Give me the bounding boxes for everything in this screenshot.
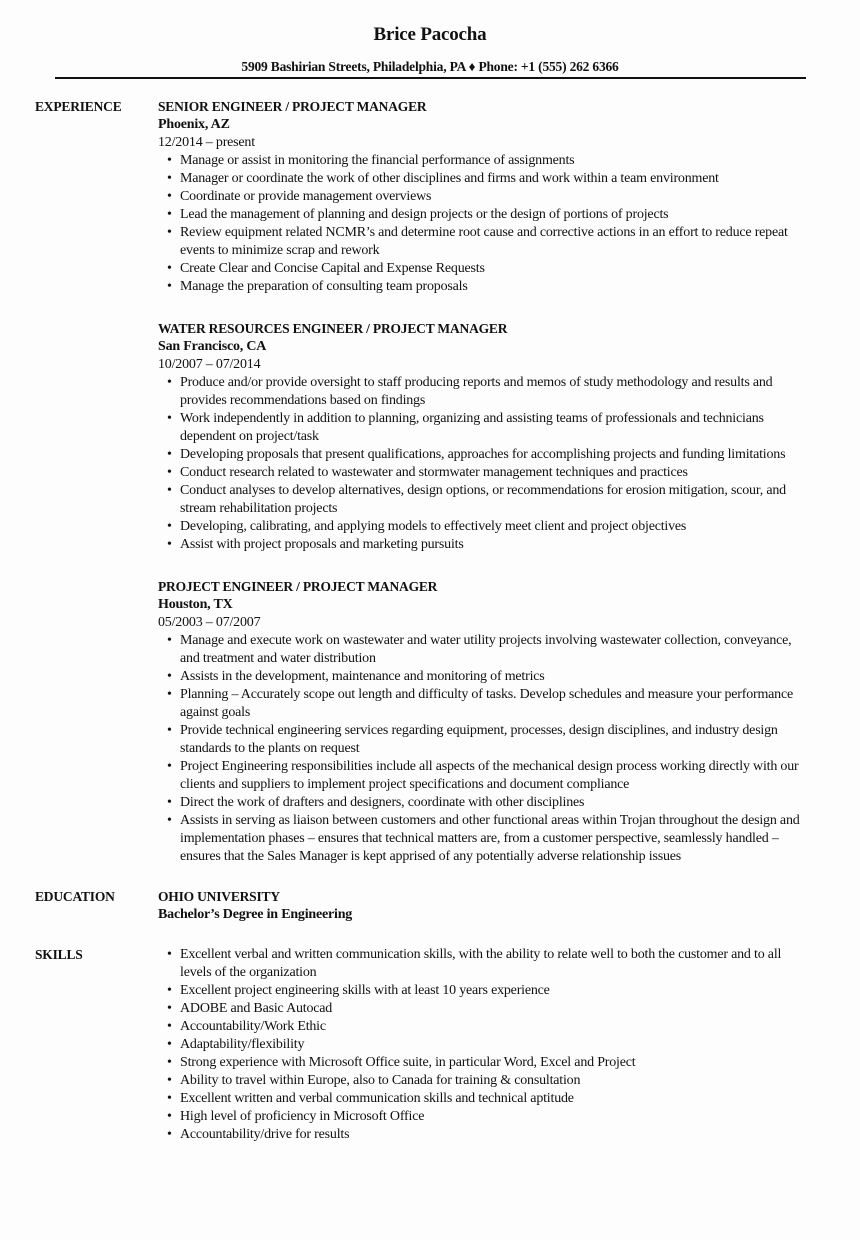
list-item: • Manage and execute work on wastewater and water utility projects involving wastewater collection, conveyance, and treatment and water distribution bbox=[180, 632, 813, 668]
job-location: Phoenix, AZ bbox=[158, 117, 230, 132]
candidate-name: Brice Pacocha bbox=[373, 24, 487, 45]
header-divider bbox=[55, 77, 806, 79]
list-item: • Project Engineering responsibilities include all aspects of the mechanical design process working directly with our clients and suppliers to implement project specifications and document compliance bbox=[180, 758, 813, 794]
list-item: • Lead the management of planning and design projects or the design of portions of projects bbox=[180, 206, 813, 224]
list-item: • ADOBE and Basic Autocad bbox=[180, 1000, 813, 1018]
list-item: • Developing proposals that present qualifications, approaches for accomplishing projects and funding limitations bbox=[180, 446, 813, 464]
list-item: • Excellent project engineering skills with at least 10 years experience bbox=[180, 982, 813, 1000]
list-item: • Manage or assist in monitoring the financial performance of assignments bbox=[180, 152, 813, 170]
skills-list bbox=[158, 946, 813, 1144]
section-label: SKILLS bbox=[35, 947, 83, 962]
job-title: SENIOR ENGINEER / PROJECT MANAGER bbox=[158, 99, 427, 114]
school-name: OHIO UNIVERSITY bbox=[158, 889, 280, 904]
skills-section bbox=[35, 946, 825, 1144]
job-dates: 10/2007 – 07/2014 bbox=[158, 357, 261, 372]
list-item: • Excellent written and verbal communication skills and technical aptitude bbox=[180, 1090, 813, 1108]
job-bullets bbox=[158, 374, 813, 554]
job-entry bbox=[158, 98, 813, 296]
job-dates: 05/2003 – 07/2007 bbox=[158, 615, 261, 630]
list-item: • Excellent verbal and written communication skills, with the ability to relate well to both the customer and to all levels of the organization bbox=[180, 946, 813, 982]
list-item: • Adaptability/flexibility bbox=[180, 1036, 813, 1054]
list-item: • Assists in the development, maintenance and monitoring of metrics bbox=[180, 668, 813, 686]
list-item: • Manager or coordinate the work of other disciplines and firms and work within a team environment bbox=[180, 170, 813, 188]
section-label: EDUCATION bbox=[35, 889, 115, 904]
job-location: San Francisco, CA bbox=[158, 339, 267, 354]
list-item: • Accountability/Work Ethic bbox=[180, 1018, 813, 1036]
contact-line: 5909 Bashirian Streets, Philadelphia, PA ♦ Phone: +1 (555) 262 6366 bbox=[241, 59, 619, 74]
list-item: • Work independently in addition to planning, organizing and assisting teams of professionals and technicians dependent on project/task bbox=[180, 410, 813, 446]
experience-section bbox=[35, 98, 825, 866]
degree: Bachelor’s Degree in Engineering bbox=[158, 907, 353, 922]
list-item: • Conduct research related to wastewater and stormwater management techniques and practices bbox=[180, 464, 813, 482]
list-item: • High level of proficiency in Microsoft Office bbox=[180, 1108, 813, 1126]
list-item: • Ability to travel within Europe, also to Canada for training & consultation bbox=[180, 1072, 813, 1090]
job-title: WATER RESOURCES ENGINEER / PROJECT MANAGER bbox=[158, 321, 508, 336]
list-item: • Planning – Accurately scope out length and difficulty of tasks. Develop schedules and measure your performance against goals bbox=[180, 686, 813, 722]
job-bullets bbox=[158, 632, 813, 866]
list-item: • Conduct analyses to develop alternatives, design options, or recommendations for erosion mitigation, scour, and stream rehabilitation projects bbox=[180, 482, 813, 518]
list-item: • Developing, calibrating, and applying models to effectively meet client and project objectives bbox=[180, 518, 813, 536]
list-item: • Provide technical engineering services regarding equipment, processes, design disciplines, and industry design standards to the plants on request bbox=[180, 722, 813, 758]
list-item: • Assists in serving as liaison between customers and other functional areas within Trojan throughout the design and implementation phases – ensures that technical matters are, from a customer perspective, seamlessly handled – ensures that the Sales Manager is kept apprised of any potentially adverse relationship issues bbox=[180, 812, 813, 866]
list-item: • Manage the preparation of consulting team proposals bbox=[180, 278, 813, 296]
list-item: • Create Clear and Concise Capital and Expense Requests bbox=[180, 260, 813, 278]
list-item: • Direct the work of drafters and designers, coordinate with other disciplines bbox=[180, 794, 813, 812]
list-item: • Strong experience with Microsoft Office suite, in particular Word, Excel and Project bbox=[180, 1054, 813, 1072]
job-entry bbox=[158, 578, 813, 866]
list-item: • Coordinate or provide management overviews bbox=[180, 188, 813, 206]
education-section bbox=[35, 888, 825, 924]
job-location: Houston, TX bbox=[158, 597, 233, 612]
list-item: • Assist with project proposals and marketing pursuits bbox=[180, 536, 813, 554]
job-title: PROJECT ENGINEER / PROJECT MANAGER bbox=[158, 579, 438, 594]
job-bullets bbox=[158, 152, 813, 296]
list-item: • Accountability/drive for results bbox=[180, 1126, 813, 1144]
job-dates: 12/2014 – present bbox=[158, 135, 255, 150]
section-label: EXPERIENCE bbox=[35, 99, 122, 114]
job-entry bbox=[158, 320, 813, 554]
list-item: • Produce and/or provide oversight to staff producing reports and memos of study methodology and results and provides recommendations based on findings bbox=[180, 374, 813, 410]
list-item: • Review equipment related NCMR’s and determine root cause and corrective actions in an effort to reduce repeat events to minimize scrap and rework bbox=[180, 224, 813, 260]
